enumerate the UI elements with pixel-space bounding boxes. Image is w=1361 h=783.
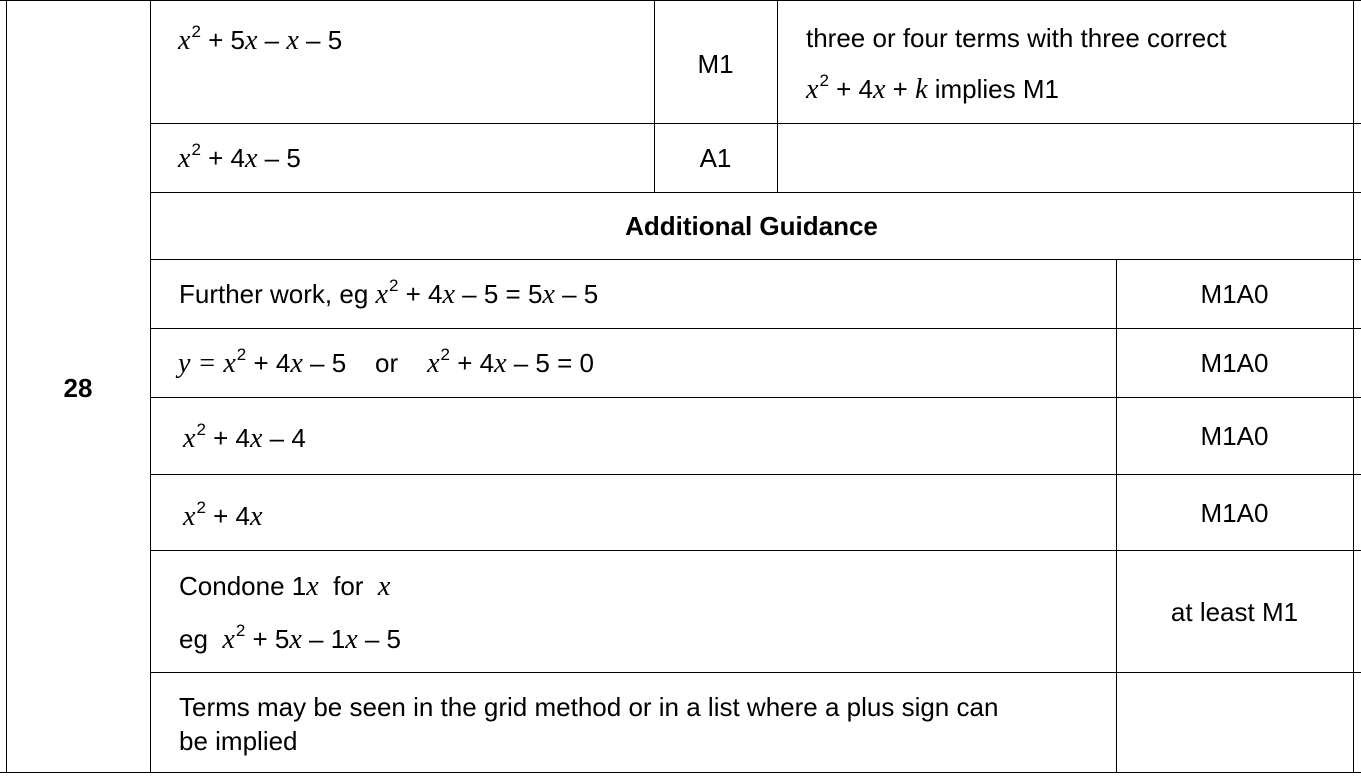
guidance-row-4-text: $x^2 + 4x$ bbox=[183, 498, 263, 532]
question-number: 28 bbox=[63, 373, 93, 403]
working-line-2: $x^2 + 4x - 5$ bbox=[178, 140, 301, 174]
guidance-row-1-text: Further work, eg $x^2 + 4x - 5 = 5x - 5$ bbox=[179, 276, 599, 310]
guidance-row-4-mark: M1A0 bbox=[1200, 498, 1269, 528]
guidance-row-1-mark: M1A0 bbox=[1200, 279, 1269, 309]
guidance-row-2-mark: M1A0 bbox=[1200, 348, 1269, 378]
guidance-row-6-line-2: be implied bbox=[179, 726, 298, 756]
comment-line-2: $x^2 + 4x + k$ implies M1 bbox=[806, 71, 1059, 105]
additional-guidance-heading: Additional Guidance bbox=[625, 211, 878, 241]
working-line-1: $x^2 + 5x - x - 5$ bbox=[178, 22, 343, 56]
guidance-row-3-text: $x^2 + 4x - 4$ bbox=[183, 420, 306, 454]
guidance-row-5-mark: at least M1 bbox=[1170, 597, 1299, 627]
comment-line-1: three or four terms with three correct bbox=[806, 23, 1227, 53]
guidance-row-5-line-1: Condone 1x for x bbox=[179, 571, 391, 602]
guidance-row-6-line-1: Terms may be seen in the grid method or in a list where a plus sign can bbox=[179, 692, 999, 722]
mark-a1: A1 bbox=[699, 143, 732, 173]
mark-m1: M1 bbox=[697, 49, 734, 79]
guidance-row-5-line-2: eg $x^2 + 5x - 1x - 5$ bbox=[179, 621, 401, 655]
guidance-row-2-text: $y = x^2 + 4x - 5$ or $x^2 + 4x - 5 = 0$ bbox=[178, 345, 594, 379]
guidance-row-3-mark: M1A0 bbox=[1200, 421, 1269, 451]
